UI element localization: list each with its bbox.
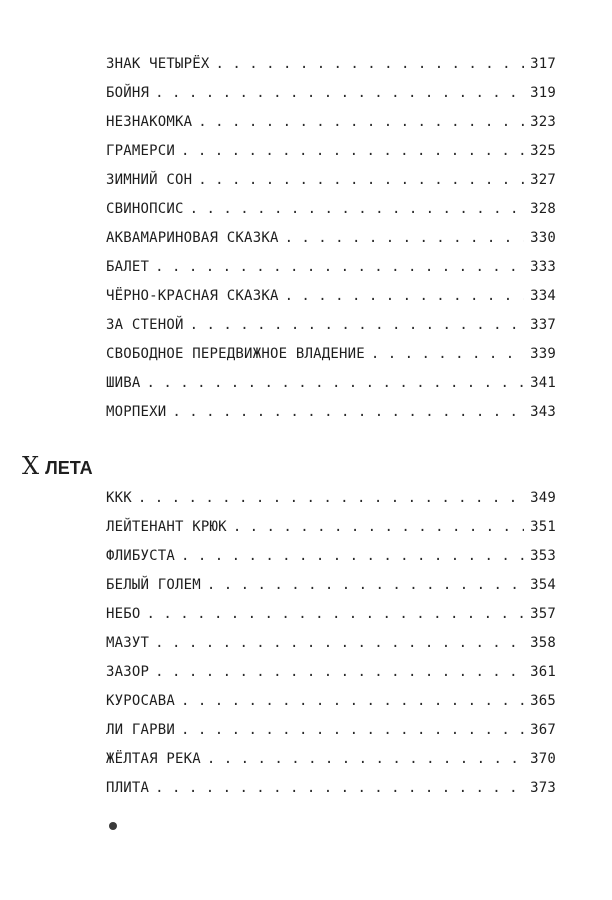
toc-entry-page-number: 365 xyxy=(530,693,556,709)
toc-dot-leader xyxy=(172,404,524,420)
toc-entry-page-number: 334 xyxy=(530,288,556,304)
toc-entry[interactable] xyxy=(106,288,556,317)
toc-entry-title: ЗАЗОР xyxy=(106,664,150,680)
toc-entry-page-number: 370 xyxy=(530,751,556,767)
toc-entry[interactable] xyxy=(106,780,556,809)
toc-entry-title: ФЛИБУСТА xyxy=(106,548,176,564)
toc-dot-leader xyxy=(198,114,524,130)
toc-entry-page-number: 353 xyxy=(530,548,556,564)
toc-entry[interactable] xyxy=(106,201,556,230)
toc-entry[interactable] xyxy=(106,548,556,577)
toc-entry-title: СВИНОПСИС xyxy=(106,201,184,217)
section-numeral: X xyxy=(22,452,40,480)
toc-dot-leader xyxy=(207,751,524,767)
toc-entry-title: ЛЕЙТЕНАНТ КРЮК xyxy=(106,519,227,535)
toc-entry-page-number: 373 xyxy=(530,780,556,796)
toc-entry[interactable] xyxy=(106,375,556,404)
toc-entry-page-number: 330 xyxy=(530,230,556,246)
toc-entry-title: ШИВА xyxy=(106,375,141,391)
toc-dot-leader xyxy=(181,548,524,564)
toc-entry-page-number: 358 xyxy=(530,635,556,651)
toc-entry[interactable] xyxy=(106,490,556,519)
toc-entry-page-number: 339 xyxy=(530,346,556,362)
toc-entry[interactable] xyxy=(106,114,556,143)
toc-dot-leader xyxy=(181,143,524,159)
toc-entry-page-number: 327 xyxy=(530,172,556,188)
toc-entry-page-number: 323 xyxy=(530,114,556,130)
toc-dot-leader xyxy=(147,606,525,622)
toc-entry-title: ЗНАК ЧЕТЫРЁХ xyxy=(106,56,210,72)
toc-dot-leader xyxy=(138,490,524,506)
toc-entry-title: ЗИМНИЙ СОН xyxy=(106,172,193,188)
toc-dot-leader xyxy=(190,317,524,333)
toc-entry[interactable] xyxy=(106,404,556,433)
toc-entry[interactable] xyxy=(106,606,556,635)
toc-entry-title: ЗА СТЕНОЙ xyxy=(106,317,184,333)
toc-entry-page-number: 357 xyxy=(530,606,556,622)
toc-entry-title: СВОБОДНОЕ ПЕРЕДВИЖНОЕ ВЛАДЕНИЕ xyxy=(106,346,365,362)
toc-dot-leader xyxy=(155,259,524,275)
toc-dot-leader xyxy=(198,172,524,188)
toc-entry[interactable] xyxy=(106,664,556,693)
toc-entry-page-number: 317 xyxy=(530,56,556,72)
toc-entry[interactable] xyxy=(106,56,556,85)
toc-entry-page-number: 354 xyxy=(530,577,556,593)
toc-entry-page-number: 333 xyxy=(530,259,556,275)
toc-entry-page-number: 361 xyxy=(530,664,556,680)
toc-entry[interactable] xyxy=(106,635,556,664)
bullet-dot-icon xyxy=(109,822,117,830)
toc-entry-title: ЖЁЛТАЯ РЕКА xyxy=(106,751,201,767)
toc-entry-title: ГРАМЕРСИ xyxy=(106,143,176,159)
toc-entry-page-number: 349 xyxy=(530,490,556,506)
toc-entry-title: АКВАМАРИНОВАЯ СКАЗКА xyxy=(106,230,279,246)
toc-entry-page-number: 351 xyxy=(530,519,556,535)
toc-entry[interactable] xyxy=(106,693,556,722)
toc-entry-title: МАЗУТ xyxy=(106,635,150,651)
toc-entry[interactable] xyxy=(106,230,556,259)
toc-list-part-2 xyxy=(106,490,556,809)
toc-entry-title: БЕЛЫЙ ГОЛЕМ xyxy=(106,577,201,593)
toc-entry-title: МОРПЕХИ xyxy=(106,404,167,420)
toc-entry[interactable] xyxy=(106,346,556,375)
toc-entry-title: ЛИ ГАРВИ xyxy=(106,722,176,738)
toc-entry[interactable] xyxy=(106,172,556,201)
toc-entry[interactable] xyxy=(106,85,556,114)
toc-entry-title: ККК xyxy=(106,490,132,506)
toc-dot-leader xyxy=(190,201,524,217)
toc-entry-page-number: 367 xyxy=(530,722,556,738)
toc-dot-leader xyxy=(181,693,524,709)
toc-dot-leader xyxy=(155,635,524,651)
toc-entry-title: ЧЁРНО-КРАСНАЯ СКАЗКА xyxy=(106,288,279,304)
toc-entry[interactable] xyxy=(106,143,556,172)
toc-dot-leader xyxy=(371,346,524,362)
toc-dot-leader xyxy=(285,230,525,246)
toc-entry[interactable] xyxy=(106,259,556,288)
toc-entry[interactable] xyxy=(106,519,556,548)
toc-dot-leader xyxy=(155,780,524,796)
toc-dot-leader xyxy=(155,85,524,101)
toc-entry[interactable] xyxy=(106,751,556,780)
toc-dot-leader xyxy=(233,519,524,535)
toc-entry-title: НЕЗНАКОМКА xyxy=(106,114,193,130)
toc-dot-leader xyxy=(285,288,525,304)
toc-entry[interactable] xyxy=(106,577,556,606)
toc-entry-title: ПЛИТА xyxy=(106,780,150,796)
toc-entry-page-number: 328 xyxy=(530,201,556,217)
toc-dot-leader xyxy=(216,56,525,72)
toc-dot-leader xyxy=(181,722,524,738)
toc-entry-page-number: 325 xyxy=(530,143,556,159)
section-heading xyxy=(22,452,93,480)
toc-list-part-1 xyxy=(106,56,556,433)
toc-entry-title: БОЙНЯ xyxy=(106,85,150,101)
toc-entry-title: БАЛЕТ xyxy=(106,259,150,275)
toc-entry[interactable] xyxy=(106,317,556,346)
toc-entry[interactable] xyxy=(106,722,556,751)
toc-entry-title: НЕБО xyxy=(106,606,141,622)
toc-dot-leader xyxy=(147,375,525,391)
toc-dot-leader xyxy=(155,664,524,680)
toc-dot-leader xyxy=(207,577,524,593)
toc-entry-page-number: 319 xyxy=(530,85,556,101)
toc-entry-page-number: 337 xyxy=(530,317,556,333)
toc-entry-page-number: 343 xyxy=(530,404,556,420)
toc-entry-page-number: 341 xyxy=(530,375,556,391)
section-title: ЛЕТА xyxy=(45,458,93,478)
toc-entry-title: КУРОСАВА xyxy=(106,693,176,709)
